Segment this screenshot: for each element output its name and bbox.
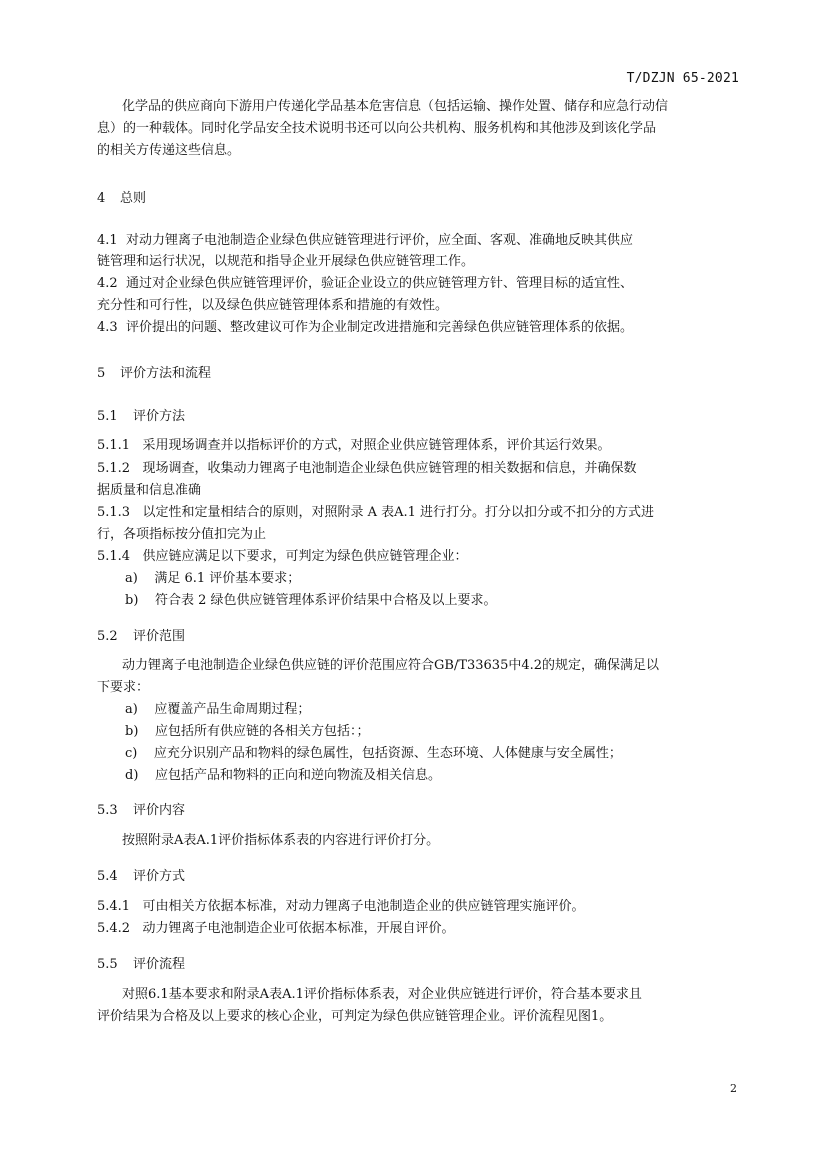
section-5-5-para-line-2: 评价结果为合格及以上要求的核心企业，可判定为绿色供应链管理企业。评价流程见图1。 xyxy=(97,1009,613,1024)
clause-number: 4.1 xyxy=(97,233,118,248)
section-5-heading xyxy=(97,362,211,381)
clause-text: 现场调查，收集动力锂离子电池制造企业绿色供应链管理的相关数据和信息，并确保数 xyxy=(142,461,637,476)
section-number: 5.1 xyxy=(97,409,118,424)
list-marker: a) xyxy=(125,702,138,717)
clause-number: 5.4.2 xyxy=(97,921,131,936)
clause-4-1-line-2: 链管理和运行状况，以规范和指导企业开展绿色供应链管理工作。 xyxy=(97,254,475,269)
clause-number: 5.4.1 xyxy=(97,899,131,914)
section-title: 评价流程 xyxy=(133,957,186,972)
clause-text: 对动力锂离子电池制造企业绿色供应链管理进行评价，应全面、客观、准确地反映其供应 xyxy=(125,233,633,248)
clause-number: 4.3 xyxy=(97,320,118,335)
intro-line-2: 息）的一种载体。同时化学品安全技术说明书还可以向公共机构、服务机构和其他涉及到该化学品 xyxy=(97,121,657,136)
intro-line-3: 的相关方传递这些信息。 xyxy=(97,143,241,158)
clause-4-2-line-1 xyxy=(97,273,633,294)
intro-line-1: 化学品的供应商向下游用户传递化学品基本危害信息（包括运输、操作处置、储存和应急行动信 xyxy=(122,99,669,114)
section-title: 评价范围 xyxy=(133,629,186,644)
section-5-2-heading xyxy=(97,625,185,644)
section-number: 5.5 xyxy=(97,957,118,972)
list-marker: c) xyxy=(125,746,138,761)
list-text: 应包括所有供应链的各相关方包括：； xyxy=(154,724,370,739)
clause-5-1-1-line-1 xyxy=(97,435,611,456)
list-item-5-1-b xyxy=(125,590,496,611)
list-item-5-2-d xyxy=(125,765,441,786)
section-5-3-heading xyxy=(97,799,185,818)
section-number: 5.2 xyxy=(97,629,118,644)
clause-5-4-2-line-1 xyxy=(97,918,455,939)
list-text: 应覆盖产品生命周期过程； xyxy=(154,702,311,717)
clause-5-1-3-line-2: 行，各项指标按分值扣完为止 xyxy=(97,527,267,542)
section-title: 评价方法和流程 xyxy=(120,366,212,381)
list-item-5-2-a xyxy=(125,699,310,720)
clause-text: 动力锂离子电池制造企业可依据本标准，开展自评价。 xyxy=(142,921,455,936)
clause-text: 通过对企业绿色供应链管理评价，验证企业设立的供应链管理方针、管理目标的适宜性、 xyxy=(125,276,633,291)
list-marker: b) xyxy=(125,724,139,739)
clause-text: 采用现场调查并以指标评价的方式，对照企业供应链管理体系，评价其运行效果。 xyxy=(142,438,611,453)
section-5-2-para-line-1: 动力锂离子电池制造企业绿色供应链的评价范围应符合GB/T33635中4.2的规定，确保满足以 xyxy=(122,658,660,673)
clause-number: 5.1.2 xyxy=(97,461,131,476)
list-text: 应包括产品和物料的正向和逆向物流及相关信息。 xyxy=(154,768,441,783)
clause-number: 5.1.4 xyxy=(97,549,131,564)
section-title: 总则 xyxy=(120,191,147,206)
list-item-5-2-b xyxy=(125,721,369,742)
section-number: 5.3 xyxy=(97,803,118,818)
list-marker: b) xyxy=(125,593,139,608)
clause-number: 5.1.3 xyxy=(97,505,131,520)
section-5-4-heading xyxy=(97,865,185,884)
section-number: 5 xyxy=(97,366,106,381)
clause-text: 以定性和定量相结合的原则，对照附录 A 表A.1 进行打分。打分以扣分或不扣分的方式进 xyxy=(142,505,655,520)
clause-text: 供应链应满足以下要求，可判定为绿色供应链管理企业： xyxy=(142,549,468,564)
clause-number: 5.1.1 xyxy=(97,438,131,453)
document-number: T/DZJN 65-2021 xyxy=(626,71,739,86)
list-marker: a) xyxy=(125,571,138,586)
clause-5-1-2-line-1 xyxy=(97,458,637,479)
clause-5-4-1-line-1 xyxy=(97,896,585,917)
clause-5-1-2-line-2: 据质量和信息准确 xyxy=(97,483,202,498)
clause-5-1-4-line-1 xyxy=(97,546,468,567)
section-5-5-heading xyxy=(97,953,185,972)
section-5-2-para-line-2: 下要求： xyxy=(97,680,150,695)
section-5-5-para-line-1: 对照6.1基本要求和附录A表A.1评价指标体系表，对企业供应链进行评价，符合基本要求且 xyxy=(122,987,642,1002)
section-title: 评价内容 xyxy=(133,803,186,818)
section-number: 4 xyxy=(97,191,106,206)
list-text: 应充分识别产品和物料的绿色属性，包括资源、生态环境、人体健康与安全属性； xyxy=(153,746,622,761)
section-5-1-heading xyxy=(97,405,185,424)
list-item-5-1-a xyxy=(125,568,300,589)
clause-text: 可由相关方依据本标准，对动力锂离子电池制造企业的供应链管理实施评价。 xyxy=(142,899,585,914)
section-5-3-para: 按照附录A表A.1评价指标体系表的内容进行评价打分。 xyxy=(122,833,440,848)
clause-4-3-line-1 xyxy=(97,317,633,338)
page-number: 2 xyxy=(730,1082,737,1095)
clause-number: 4.2 xyxy=(97,276,118,291)
clause-5-1-3-line-1 xyxy=(97,502,654,523)
section-4-heading xyxy=(97,187,146,206)
section-title: 评价方法 xyxy=(133,409,186,424)
list-text: 满足 6.1 评价基本要求； xyxy=(154,571,301,586)
list-marker: d) xyxy=(125,768,139,783)
section-title: 评价方式 xyxy=(133,869,186,884)
list-item-5-2-c xyxy=(125,743,622,764)
section-number: 5.4 xyxy=(97,869,118,884)
list-text: 符合表 2 绿色供应链管理体系评价结果中合格及以上要求。 xyxy=(154,593,497,608)
clause-text: 评价提出的问题、整改建议可作为企业制定改进措施和完善绿色供应链管理体系的依据。 xyxy=(125,320,633,335)
clause-4-2-line-2: 充分性和可行性，以及绿色供应链管理体系和措施的有效性。 xyxy=(97,298,449,313)
clause-4-1-line-1 xyxy=(97,230,633,251)
